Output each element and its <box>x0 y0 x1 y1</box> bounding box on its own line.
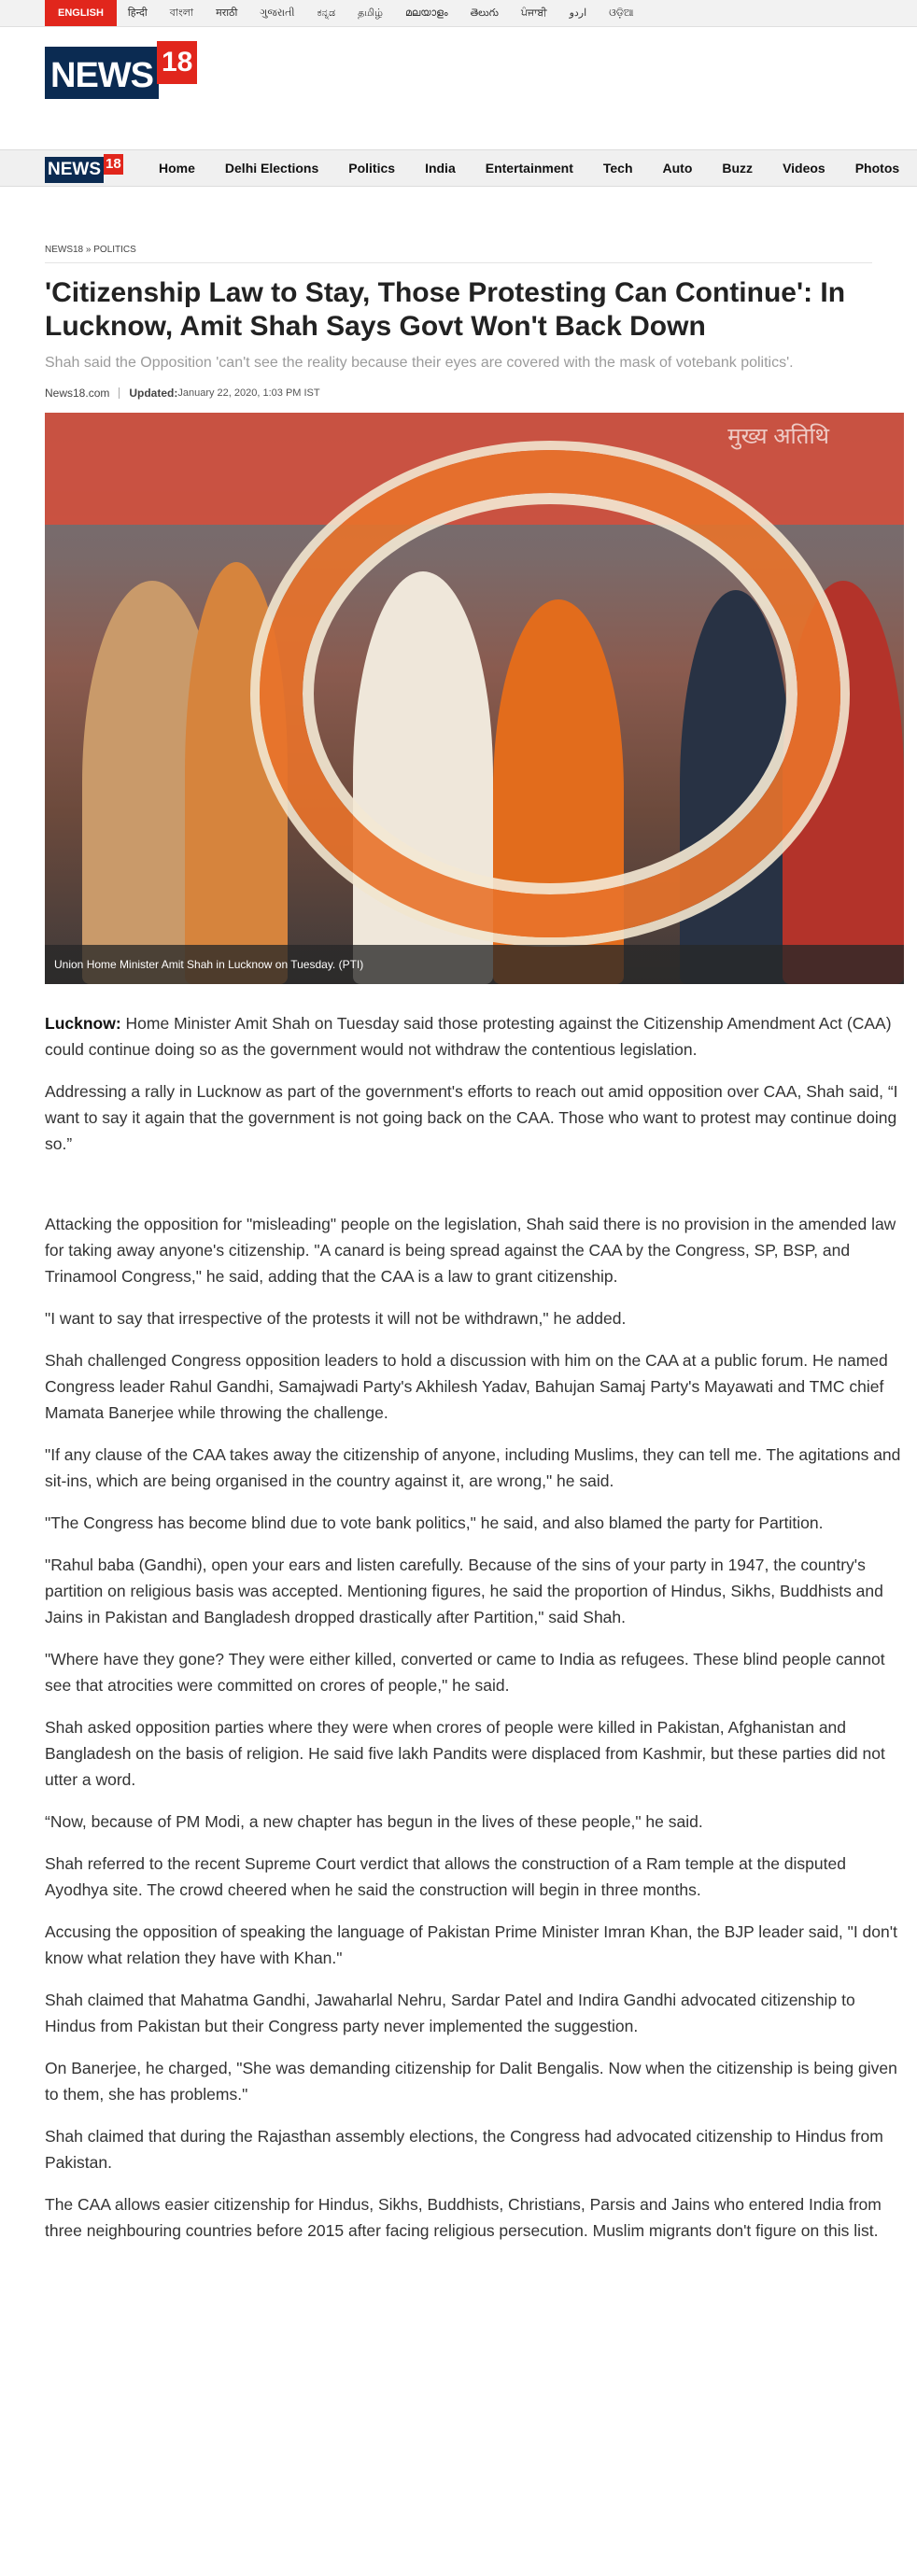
language-item[interactable]: ENGLISH <box>45 0 117 26</box>
meta-divider <box>119 387 120 399</box>
language-item[interactable]: ଓଡ଼ିଆ <box>609 7 634 19</box>
article-paragraph: Shah claimed that during the Rajasthan assembly elections, the Congress had advocated citizenship to Hindus from Pakistan. <box>45 2127 883 2172</box>
language-item[interactable]: ગુજરાતી <box>260 7 295 19</box>
nav-item-india[interactable]: India <box>425 161 456 176</box>
language-item[interactable]: हिन्दी <box>127 7 148 19</box>
language-bar <box>0 0 917 27</box>
article-paragraph: The CAA allows easier citizenship for Hindus, Sikhs, Buddhists, Christians, Parsis and Jains who entered India from three neighbouring countries before 2015 after facing religious persecution. Muslim migrants don't figure on this list. <box>45 2195 882 2240</box>
nav-item-photos[interactable]: Photos <box>854 161 900 176</box>
nav-logo-number: 18 <box>104 154 123 175</box>
article-paragraph: Attacking the opposition for "misleading" people on the legislation, Shah said there is no provision in the amended law for taking away anyone's citizenship. "A canard is being spread against the CAA by the Congress, SP, BSP, and Trinamool Congress," he said, adding that the CAA is a law to grant citizenship. <box>45 1215 896 1286</box>
article-paragraph: Shah asked opposition parties where they were when crores of people were killed in Pakistan, Afghanistan and Bangladesh on the basis of religion. He said five lakh Pandits were displaced from Kashmir, but these parties did not utter a word. <box>45 1718 885 1789</box>
article-paragraph: "I want to say that irrespective of the protests it will not be withdrawn," he added. <box>45 1309 627 1328</box>
main-nav <box>0 149 917 187</box>
nav-menu <box>159 150 917 186</box>
nav-item-delhi-elections[interactable]: Delhi Elections <box>224 161 319 176</box>
hero-banner-text: मुख्य अतिथि <box>727 424 829 449</box>
article-paragraph: On Banerjee, he charged, "She was demanding citizenship for Dalit Bengalis. Now when the citizenship is being given to them, she has problems." <box>45 2059 897 2104</box>
article-paragraph: "The Congress has become blind due to vote bank politics," he said, and also blamed the party for Partition. <box>45 1513 824 1532</box>
nav-item-videos[interactable]: Videos <box>783 161 825 176</box>
lead-text: Home Minister Amit Shah on Tuesday said those protesting against the Citizenship Amendment Act (CAA) could continue doing so as the government would not withdraw the contentious legislation. <box>45 1014 892 1059</box>
article-hero-image <box>45 413 904 984</box>
language-item[interactable]: ਪੰਜਾਬੀ <box>520 7 547 19</box>
article-paragraph: Shah referred to the recent Supreme Court verdict that allows the construction of a Ram temple at the disputed Ayodhya site. The crowd cheered when he said the construction will begin in three months. <box>45 1854 846 1899</box>
article-paragraph: "If any clause of the CAA takes away the citizenship of anyone, including Muslims, they can tell me. The agitations and sit-ins, which are being organised in the country against it, are wrong," he said. <box>45 1445 901 1490</box>
breadcrumb-separator: » <box>83 245 94 255</box>
article-paragraph <box>45 1010 904 1063</box>
site-logo[interactable] <box>45 41 197 99</box>
nav-item-auto[interactable]: Auto <box>662 161 693 176</box>
language-item[interactable]: मराठी <box>216 7 238 19</box>
language-item[interactable]: اردو <box>569 7 587 19</box>
nav-item-politics[interactable]: Politics <box>348 161 396 176</box>
language-list <box>0 0 917 26</box>
breadcrumb <box>45 245 872 263</box>
nav-item-entertainment[interactable]: Entertainment <box>485 161 573 176</box>
hero-flower-garland <box>260 450 840 937</box>
article-paragraph: “Now, because of PM Modi, a new chapter has begun in the lives of these people," he said. <box>45 1812 703 1831</box>
article-meta <box>45 387 917 400</box>
breadcrumb-section[interactable]: POLITICS <box>93 245 136 255</box>
language-item[interactable]: മലയാളം <box>404 7 448 19</box>
article <box>45 245 917 2259</box>
article-paragraph: Shah challenged Congress opposition leaders to hold a discussion with him on the CAA at a public forum. He named Congress leader Rahul Gandhi, Samajwadi Party's Akhilesh Yadav, Bahujan Samaj Party's Mayawati and TMC chief Mamata Banerjee while throwing the challenge. <box>45 1351 888 1422</box>
article-paragraph: "Where have they gone? They were either killed, converted or came to India as refugees. These blind people cannot see that atrocities were committed on crores of people," he said. <box>45 1650 885 1695</box>
article-title: 'Citizenship Law to Stay, Those Protesting Can Continue': In Lucknow, Amit Shah Says Govt Won't Back Down <box>45 277 846 342</box>
language-item[interactable]: বাংলা <box>169 7 194 19</box>
nav-logo-text: NEWS <box>45 157 104 183</box>
article-paragraph: Shah claimed that Mahatma Gandhi, Jawaharlal Nehru, Sardar Patel and Indira Gandhi advocated citizenship to Hindus from Pakistan but their Congress party never implemented the suggestion. <box>45 1991 855 2035</box>
breadcrumb-home[interactable]: NEWS18 <box>45 245 84 255</box>
image-caption: Union Home Minister Amit Shah in Lucknow on Tuesday. (PTI) <box>45 945 904 984</box>
updated-date: January 22, 2020, 1:03 PM IST <box>177 387 320 399</box>
article-paragraph: "Rahul baba (Gandhi), open your ears and listen carefully. Because of the sins of your party in 1947, the country's partition on religious basis was accepted. Mentioning figures, he said the proportion of Hindus, Sikhs, Buddhists and Jains in Pakistan and Bangladesh dropped drastically after Partition," said Shah. <box>45 1555 883 1626</box>
nav-item-buzz[interactable]: Buzz <box>722 161 754 176</box>
language-item[interactable]: తెలుగు <box>470 7 499 19</box>
updated-label: Updated: <box>129 387 178 400</box>
nav-logo[interactable] <box>45 154 123 182</box>
dateline: Lucknow: <box>45 1014 121 1033</box>
nav-item-tech[interactable]: Tech <box>602 161 633 176</box>
article-subhead: Shah said the Opposition 'can't see the reality because their eyes are covered with the mask of votebank politics'. <box>45 355 794 371</box>
nav-item-home[interactable]: Home <box>159 161 195 176</box>
logo-number: 18 <box>157 41 197 84</box>
article-paragraph: Addressing a rally in Lucknow as part of the government's efforts to reach out amid opposition over CAA, Shah said, “I want to say it again that the government is not going back on the CAA. Those who want to protest may continue doing so.” <box>45 1082 898 1153</box>
language-item[interactable]: தமிழ் <box>358 7 383 19</box>
article-source[interactable]: News18.com <box>45 387 110 400</box>
article-body <box>45 1010 904 2244</box>
article-paragraph: Accusing the opposition of speaking the language of Pakistan Prime Minister Imran Khan, the BJP leader said, "I don't know what relation they have with Khan." <box>45 1922 897 1967</box>
language-item[interactable]: ಕನ್ನಡ <box>317 7 336 19</box>
logo-text: NEWS <box>45 47 159 99</box>
